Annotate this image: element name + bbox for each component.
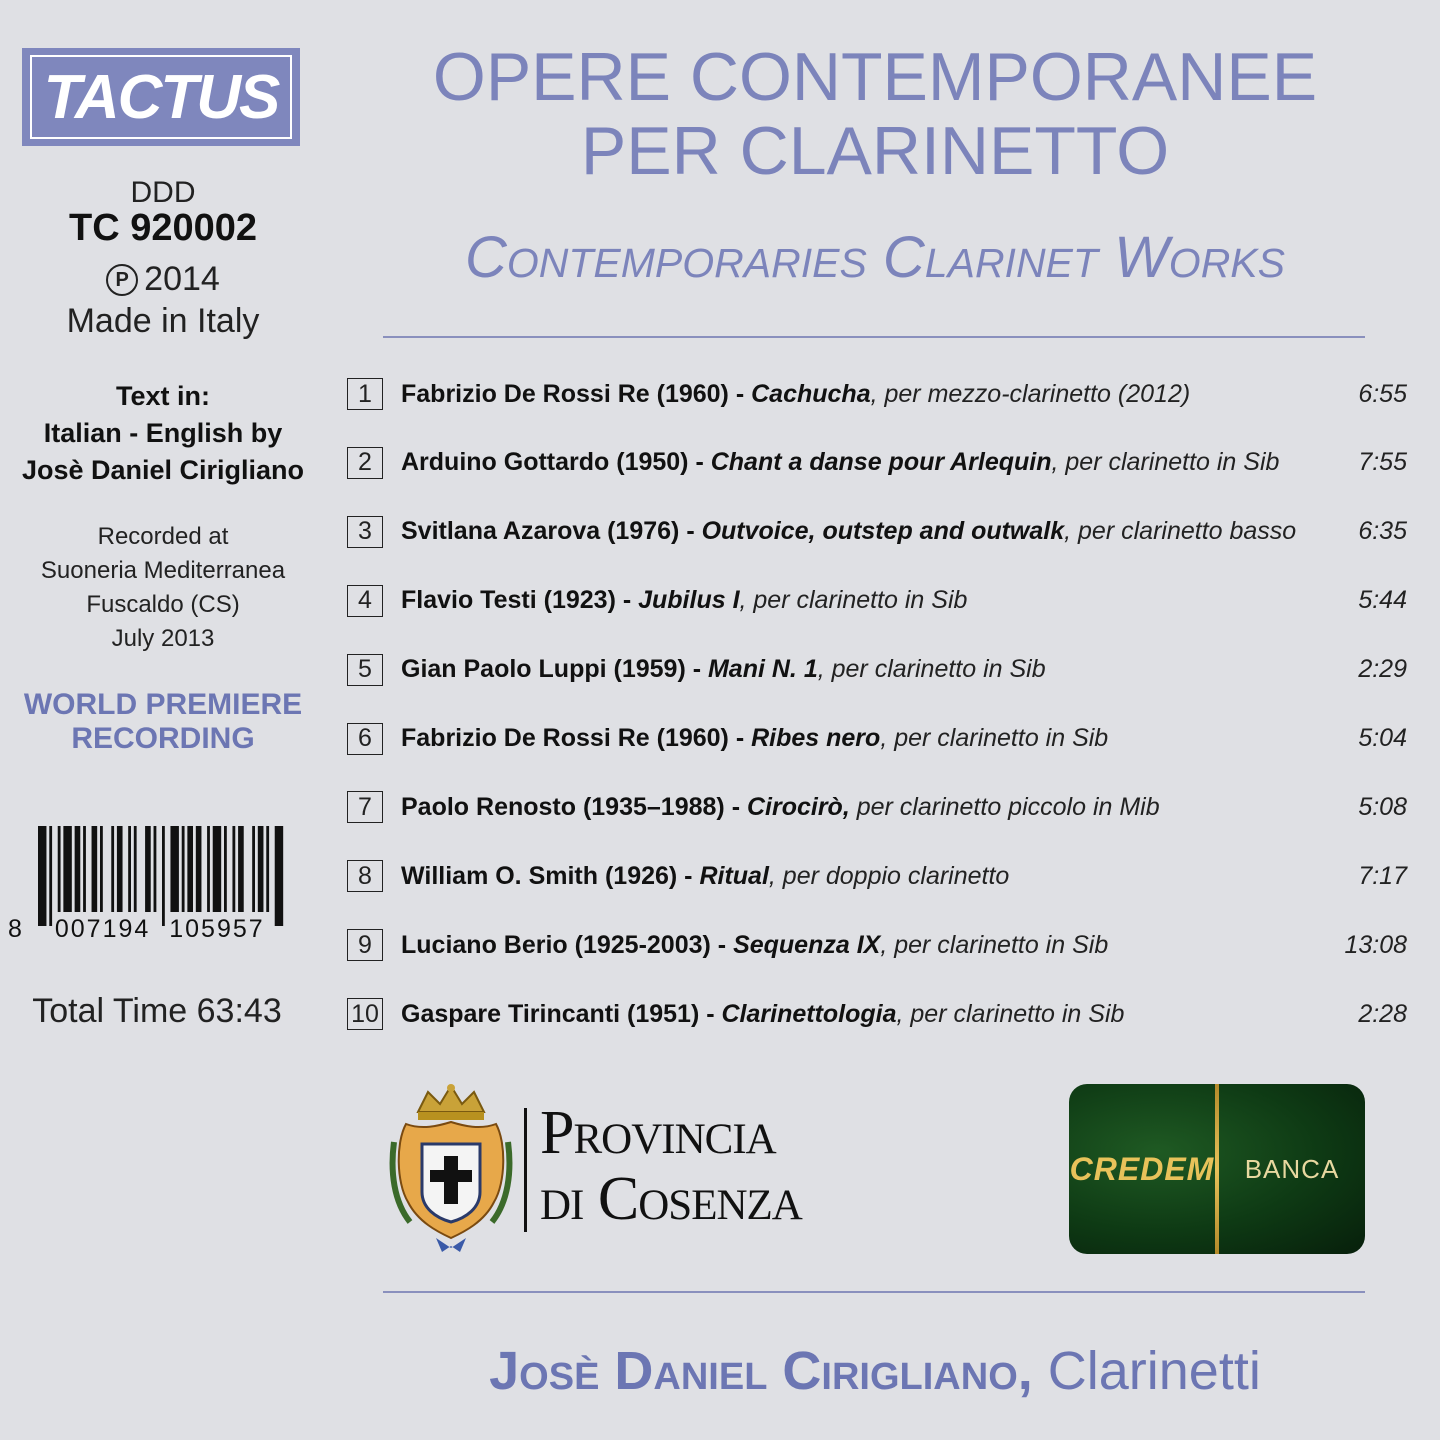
barcode-bar: [170, 826, 178, 912]
recorded-line: Recorded at: [97, 523, 229, 550]
track-number: 9: [347, 929, 383, 961]
track-description: [401, 655, 1337, 684]
barcode-bar: [58, 826, 61, 912]
track-composer: Arduino Gottardo (1950) -: [401, 448, 711, 477]
track-instrumentation: , per clarinetto in Sib: [880, 930, 1109, 959]
barcode-bar: [196, 826, 202, 912]
track-duration: 2:28: [1358, 999, 1407, 1028]
provincia-crest-icon: [388, 1082, 514, 1254]
track-work: Ritual: [699, 861, 769, 890]
track-description: [401, 448, 1337, 477]
performer-credit: [380, 1340, 1370, 1402]
catalog-number: TC 920002: [68, 207, 257, 249]
track-composer: Svitlana Azarova (1976) -: [401, 517, 702, 546]
track-row: [347, 925, 1407, 965]
ddd-label: DDD: [130, 176, 196, 209]
phonogram-icon: P: [106, 264, 138, 296]
track-work: Jubilus I: [638, 586, 740, 615]
barcode-numbers: [8, 915, 298, 944]
divider-bottom: [383, 1291, 1365, 1293]
track-number: 5: [347, 654, 383, 686]
barcode-bar: [213, 826, 221, 912]
recorded-block: [0, 520, 326, 656]
barcode-bar: [238, 826, 244, 912]
provincia-line-2: di Cosenza: [540, 1165, 802, 1233]
track-composer: Flavio Testi (1923) -: [401, 586, 639, 615]
year-text: 2014: [144, 260, 220, 298]
provincia-divider: [524, 1108, 527, 1232]
barcode-bar: [38, 826, 46, 926]
barcode-bar: [117, 826, 123, 912]
barcode-bar: [187, 826, 193, 912]
track-number: 2: [347, 447, 383, 479]
track-instrumentation: , per clarinetto in Sib: [739, 586, 968, 615]
track-row: [347, 856, 1407, 896]
track-work: Mani N. 1: [707, 655, 818, 684]
barcode-bar: [75, 826, 81, 912]
track-row: [347, 719, 1407, 759]
barcode-bar: [232, 826, 235, 912]
track-number: 3: [347, 516, 383, 548]
recorded-line: Fuscaldo (CS): [86, 591, 240, 618]
album-title: [380, 40, 1370, 188]
track-work: Chant a danse pour Arlequin: [710, 448, 1052, 477]
track-row: [347, 650, 1407, 690]
performer-role: Clarinetti: [1032, 1341, 1261, 1401]
barcode-bar: [63, 826, 71, 912]
track-row: [347, 581, 1407, 621]
divider-top: [383, 336, 1365, 338]
provincia-logo-text: [540, 1100, 802, 1232]
track-duration: 5:04: [1358, 724, 1407, 752]
tactus-logo-text: TACTUS: [30, 55, 292, 139]
barcode-bar: [128, 826, 131, 912]
track-instrumentation: per clarinetto piccolo in Mib: [849, 792, 1160, 821]
track-description: [401, 380, 1337, 409]
track-number: 7: [347, 791, 383, 823]
track-row: [347, 443, 1407, 483]
album-title-line-2: PER CLARINETTO: [580, 113, 1170, 189]
track-duration: 5:44: [1358, 586, 1407, 615]
barcode-bar: [83, 826, 86, 912]
track-work: Cirocirò,: [746, 792, 850, 821]
track-work: Cachucha: [751, 379, 871, 408]
provincia-line-1: Provincia: [540, 1099, 776, 1167]
track-description: [401, 862, 1337, 891]
track-description: [401, 793, 1337, 822]
text-in-line: Italian - English by: [43, 418, 283, 448]
barcode-first-digit: 8: [8, 915, 24, 943]
made-in: Made in Italy: [66, 302, 260, 340]
track-instrumentation: , per clarinetto in Sib: [817, 655, 1046, 684]
barcode-bar: [145, 826, 151, 912]
barcode-bar: [258, 826, 264, 912]
track-composer: Gaspare Tirincanti (1951) -: [401, 999, 722, 1028]
track-composer: Fabrizio De Rossi Re (1960) -: [401, 724, 752, 752]
track-composer: Luciano Berio (1925-2003) -: [401, 930, 734, 959]
barcode-bar: [162, 826, 165, 926]
barcode-bar: [224, 826, 227, 912]
track-work: Ribes nero: [751, 724, 881, 752]
track-composer: Paolo Renosto (1935–1988) -: [401, 792, 747, 821]
performer-name: Josè Daniel Cirigliano,: [489, 1341, 1033, 1401]
barcode-bar: [207, 826, 210, 912]
track-description: [401, 517, 1337, 546]
total-time: Total Time 63:43: [32, 992, 282, 1030]
barcode-bar: [275, 826, 283, 926]
track-number: 8: [347, 860, 383, 892]
recorded-line: Suoneria Mediterranea: [40, 557, 286, 584]
track-instrumentation: , per clarinetto in Sib: [880, 724, 1109, 752]
phonogram-year: [0, 260, 326, 299]
track-number: 1: [347, 378, 383, 410]
album-title-line-1: OPERE CONTEMPORANEE: [432, 39, 1318, 115]
track-duration: 5:08: [1358, 792, 1407, 821]
barcode-bar: [134, 826, 137, 912]
credem-name: CREDEM: [1069, 1150, 1215, 1187]
track-description: [401, 1000, 1337, 1029]
barcode-bar: [111, 826, 114, 912]
track-duration: 7:55: [1358, 448, 1407, 477]
track-composer: Gian Paolo Luppi (1959) -: [401, 655, 708, 684]
track-row: [347, 994, 1407, 1034]
premiere-line: WORLD PREMIERE: [23, 688, 303, 721]
barcode-bar: [100, 826, 103, 912]
track-composer: William O. Smith (1926) -: [401, 861, 700, 890]
track-duration: 7:17: [1358, 861, 1407, 890]
track-description: [401, 931, 1337, 960]
track-instrumentation: , per clarinetto in Sib: [1051, 448, 1280, 477]
track-number: 4: [347, 585, 383, 617]
track-instrumentation: , per clarinetto in Sib: [896, 999, 1125, 1028]
track-duration: 2:29: [1358, 655, 1407, 684]
track-instrumentation: , per mezzo-clarinetto (2012): [870, 379, 1191, 408]
credem-banca-word: BANCA: [1244, 1153, 1340, 1184]
barcode-bar: [154, 826, 157, 912]
barcode-bar: [49, 826, 52, 926]
world-premiere: [0, 688, 326, 756]
barcode-bar: [182, 826, 185, 912]
track-composer: Fabrizio De Rossi Re (1960) -: [401, 379, 752, 408]
barcode-bar: [252, 826, 255, 912]
text-in-line: Josè Daniel Cirigliano: [21, 455, 305, 485]
track-duration: 13:08: [1344, 930, 1407, 959]
barcode-group-2: 105957: [169, 915, 265, 943]
album-subtitle: Contemporaries Clarinet Works: [464, 225, 1286, 290]
barcode-group-1: 007194: [54, 915, 151, 943]
track-row: [347, 787, 1407, 827]
track-work: Sequenza IX: [733, 930, 881, 959]
barcode-bar: [266, 826, 269, 912]
text-in-block: [0, 378, 326, 489]
track-duration: 6:55: [1358, 379, 1407, 408]
track-work: Clarinettologia: [721, 999, 897, 1028]
track-description: [401, 586, 1337, 615]
track-number: 10: [347, 998, 383, 1030]
barcode-icon: [38, 826, 286, 926]
track-description: [401, 724, 1337, 753]
track-duration: 6:35: [1358, 517, 1407, 546]
premiere-line: RECORDING: [71, 722, 255, 755]
track-row: [347, 374, 1407, 414]
tactus-logo: [22, 48, 300, 146]
track-row: [347, 512, 1407, 552]
credem-banca-logo: [1069, 1084, 1365, 1254]
track-work: Outvoice, outstep and outwalk: [701, 517, 1065, 546]
track-number: 6: [347, 723, 383, 755]
track-instrumentation: , per clarinetto basso: [1064, 517, 1297, 546]
track-instrumentation: , per doppio clarinetto: [768, 861, 1010, 890]
text-in-line: Text in:: [116, 381, 210, 411]
barcode-bar: [92, 826, 98, 912]
recorded-line: July 2013: [111, 625, 215, 652]
